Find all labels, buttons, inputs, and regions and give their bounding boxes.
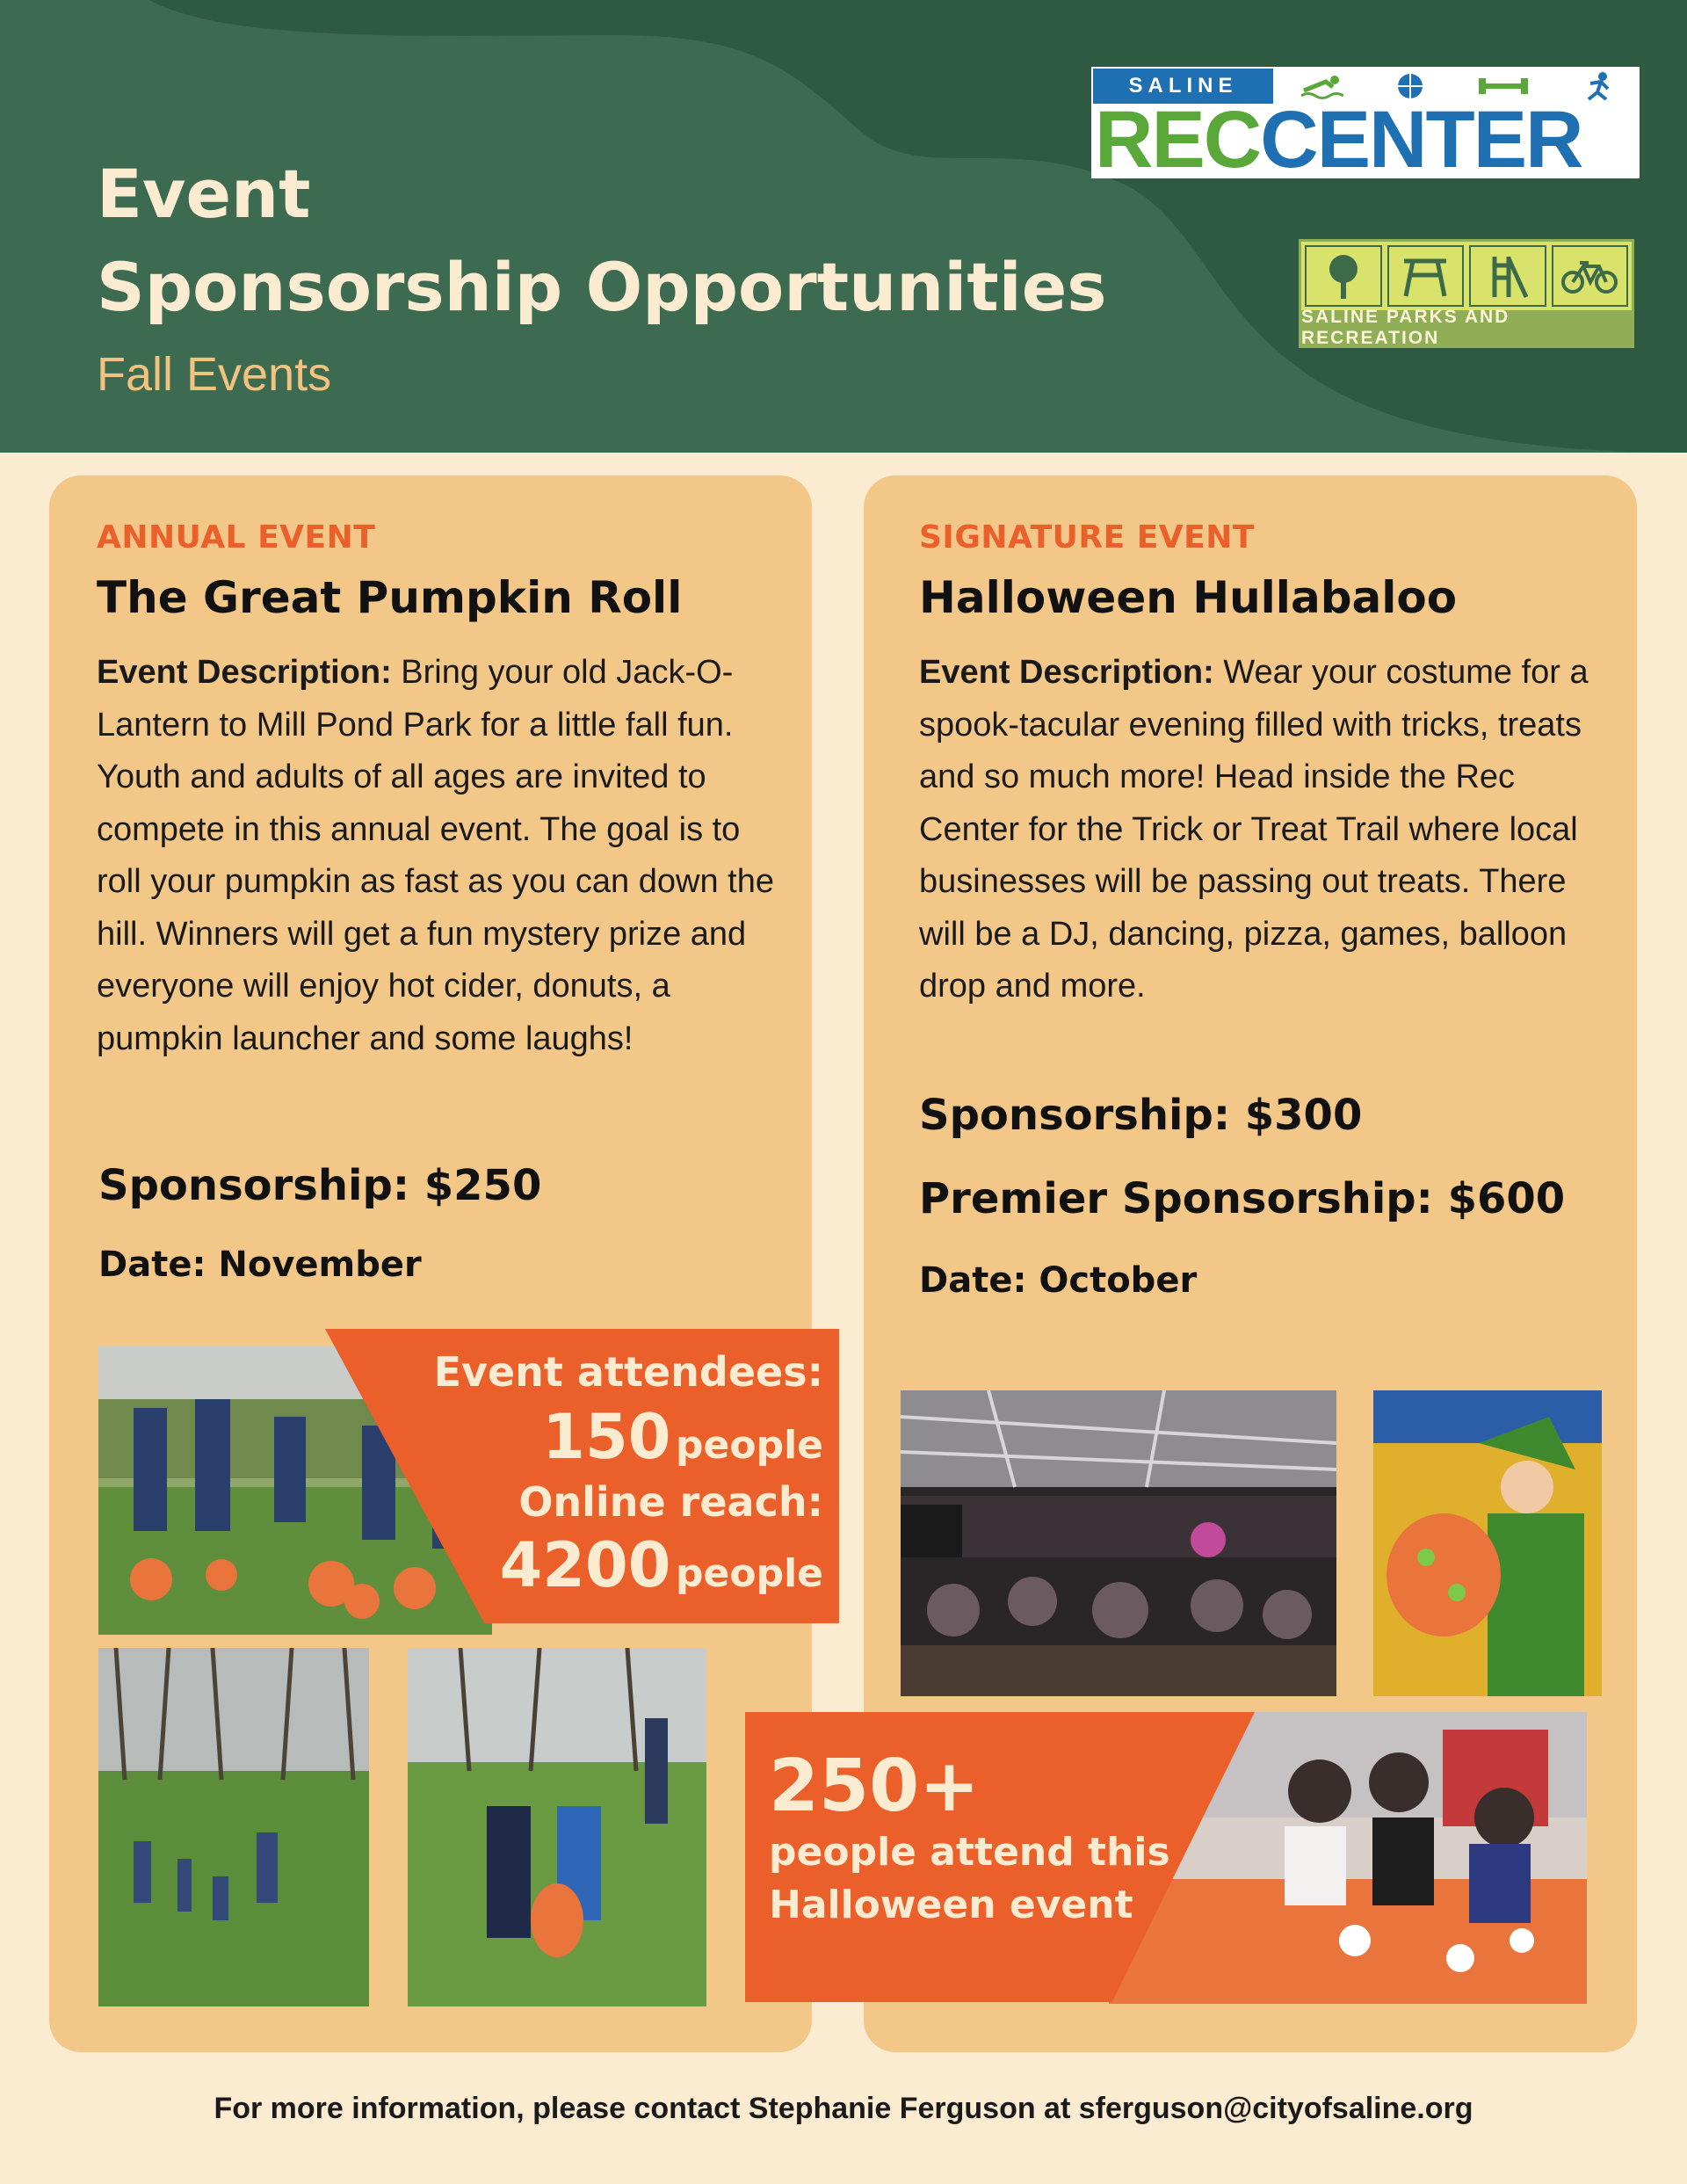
slide-icon <box>1486 251 1530 301</box>
event-kicker: ANNUAL EVENT <box>97 519 376 555</box>
rec-logo-saline-text: SALINE <box>1093 69 1273 104</box>
event-title: Halloween Hullabaloo <box>919 572 1458 623</box>
gym-halloween-party-photo <box>901 1390 1336 1696</box>
online-reach-value: 4200 people <box>499 1529 823 1601</box>
page-title: Event Sponsorship Opportunities <box>97 155 1107 326</box>
runner-icon <box>1582 71 1611 101</box>
pumpkin-hill-photo <box>98 1648 369 2006</box>
kids-running-photo <box>408 1648 706 2006</box>
header-banner <box>0 0 1687 453</box>
sponsorship-price: Sponsorship: $250 <box>98 1161 542 1210</box>
parks-logo-band-text: SALINE PARKS AND RECREATION <box>1301 310 1632 345</box>
event-description: Event Description: Bring your old Jack-O-Lantern to Mill Pond Park for a little fall fun. Youth and adults of all ages are invited to compete in this annual event. The goal is to roll your pumpkin as fast as you can down the hill. Winners will get a fun mystery prize and everyone will enjoy hot cider, donuts, a pumpkin launcher and some laughs! <box>97 654 774 1057</box>
event-description: Event Description: Wear your costume for a spook-tacular evening filled with tricks, treats and so much more! Head inside the Rec Center for the Trick or Treat Trail where local businesses will be passing out treats. There will be a DJ, dancing, pizza, games, balloon drop and more. <box>919 654 1589 1005</box>
page-subtitle: Fall Events <box>97 348 332 401</box>
bicycle-icon <box>1560 254 1618 298</box>
premier-sponsorship-price: Premier Sponsorship: $600 <box>919 1174 1566 1223</box>
halloween-attendance-value: 250+ <box>769 1745 980 1828</box>
online-reach-label: Online reach: <box>518 1478 823 1526</box>
halloween-attendance-text: people attend this Halloween event <box>769 1830 1170 1927</box>
parks-and-recreation-logo <box>1299 239 1634 348</box>
picnic-table-icon <box>1401 254 1450 298</box>
event-kicker: SIGNATURE EVENT <box>919 519 1255 555</box>
attendees-label: Event attendees: <box>433 1348 823 1396</box>
attendees-value: 150 people <box>542 1401 823 1473</box>
event-date: Date: November <box>98 1244 422 1285</box>
sponsorship-price: Sponsorship: $300 <box>919 1091 1363 1140</box>
boy-decorating-pumpkin-photo <box>1373 1390 1602 1696</box>
rec-center-logo: SALINE RECCENTER <box>1091 67 1640 178</box>
event-title: The Great Pumpkin Roll <box>97 572 683 623</box>
tree-icon <box>1321 251 1365 301</box>
contact-footer: For more information, please contact Stephanie Ferguson at sferguson@cityofsaline.org <box>214 2092 1473 2125</box>
event-date: Date: October <box>919 1260 1198 1301</box>
